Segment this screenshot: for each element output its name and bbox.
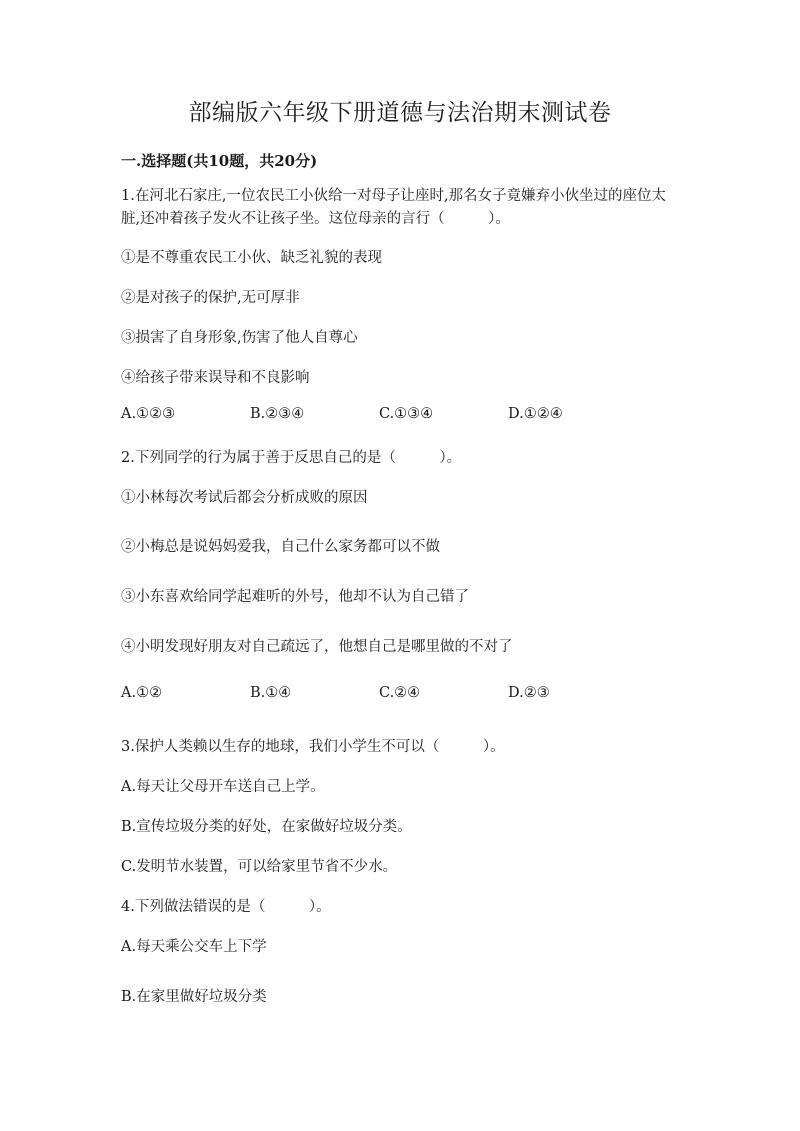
question-1-options	[121, 406, 681, 430]
question-2-item: ①小林每次考试后都会分析成败的原因	[121, 490, 368, 506]
question-1-item: ④给孩子带来误导和不良影响	[121, 370, 310, 386]
option-d[interactable]: D.②③	[508, 685, 550, 701]
question-2-item: ③小东喜欢给同学起难听的外号，他却不认为自己错了	[121, 589, 469, 605]
question-4-stem: 4.下列做法错误的是（ ）。	[121, 899, 331, 915]
option-b[interactable]: B.①④	[250, 685, 292, 701]
option-a[interactable]: A.每天让父母开车送自己上学。	[121, 779, 325, 795]
question-1-item: ①是不尊重农民工小伙、缺乏礼貌的表现	[121, 250, 382, 266]
option-b[interactable]: B.在家里做好垃圾分类	[121, 989, 267, 1005]
question-2-item: ④小明发现好朋友对自己疏远了，他想自己是哪里做的不对了	[121, 639, 513, 655]
question-2-stem: 2.下列同学的行为属于善于反思自己的是（ ）。	[121, 450, 462, 466]
question-1-item: ③损害了自身形象,伤害了他人自尊心	[121, 330, 358, 346]
question-2-item: ②小梅总是说妈妈爱我，自己什么家务都可以不做	[121, 539, 440, 555]
option-c[interactable]: C.①③④	[379, 406, 434, 422]
option-b[interactable]: B.②③④	[250, 406, 305, 422]
option-c[interactable]: C.发明节水装置，可以给家里节省不少水。	[121, 859, 398, 875]
section-heading: 一.选择题(共10题，共20分)	[121, 152, 318, 170]
option-a[interactable]: A.①②③	[121, 406, 176, 422]
option-a[interactable]: A.①②	[121, 685, 163, 701]
page-title: 部编版六年级下册道德与法治期末测试卷	[188, 100, 612, 126]
question-2-options	[121, 685, 681, 709]
option-d[interactable]: D.①②④	[508, 406, 563, 422]
question-1-item: ②是对孩子的保护,无可厚非	[121, 290, 300, 306]
option-c[interactable]: C.②④	[379, 685, 421, 701]
question-1-stem: 1.在河北石家庄,一位农民工小伙给一对母子让座时,那名女子竟嫌弃小伙坐过的座位太脏,还冲着孩子发火不让孩子坐。这位母亲的言行（ ）。	[121, 188, 667, 227]
option-b[interactable]: B.宣传垃圾分类的好处，在家做好垃圾分类。	[121, 819, 412, 835]
question-3-stem: 3.保护人类赖以生存的地球，我们小学生不可以（ ）。	[121, 739, 505, 755]
option-a[interactable]: A.每天乘公交车上下学	[121, 939, 267, 955]
